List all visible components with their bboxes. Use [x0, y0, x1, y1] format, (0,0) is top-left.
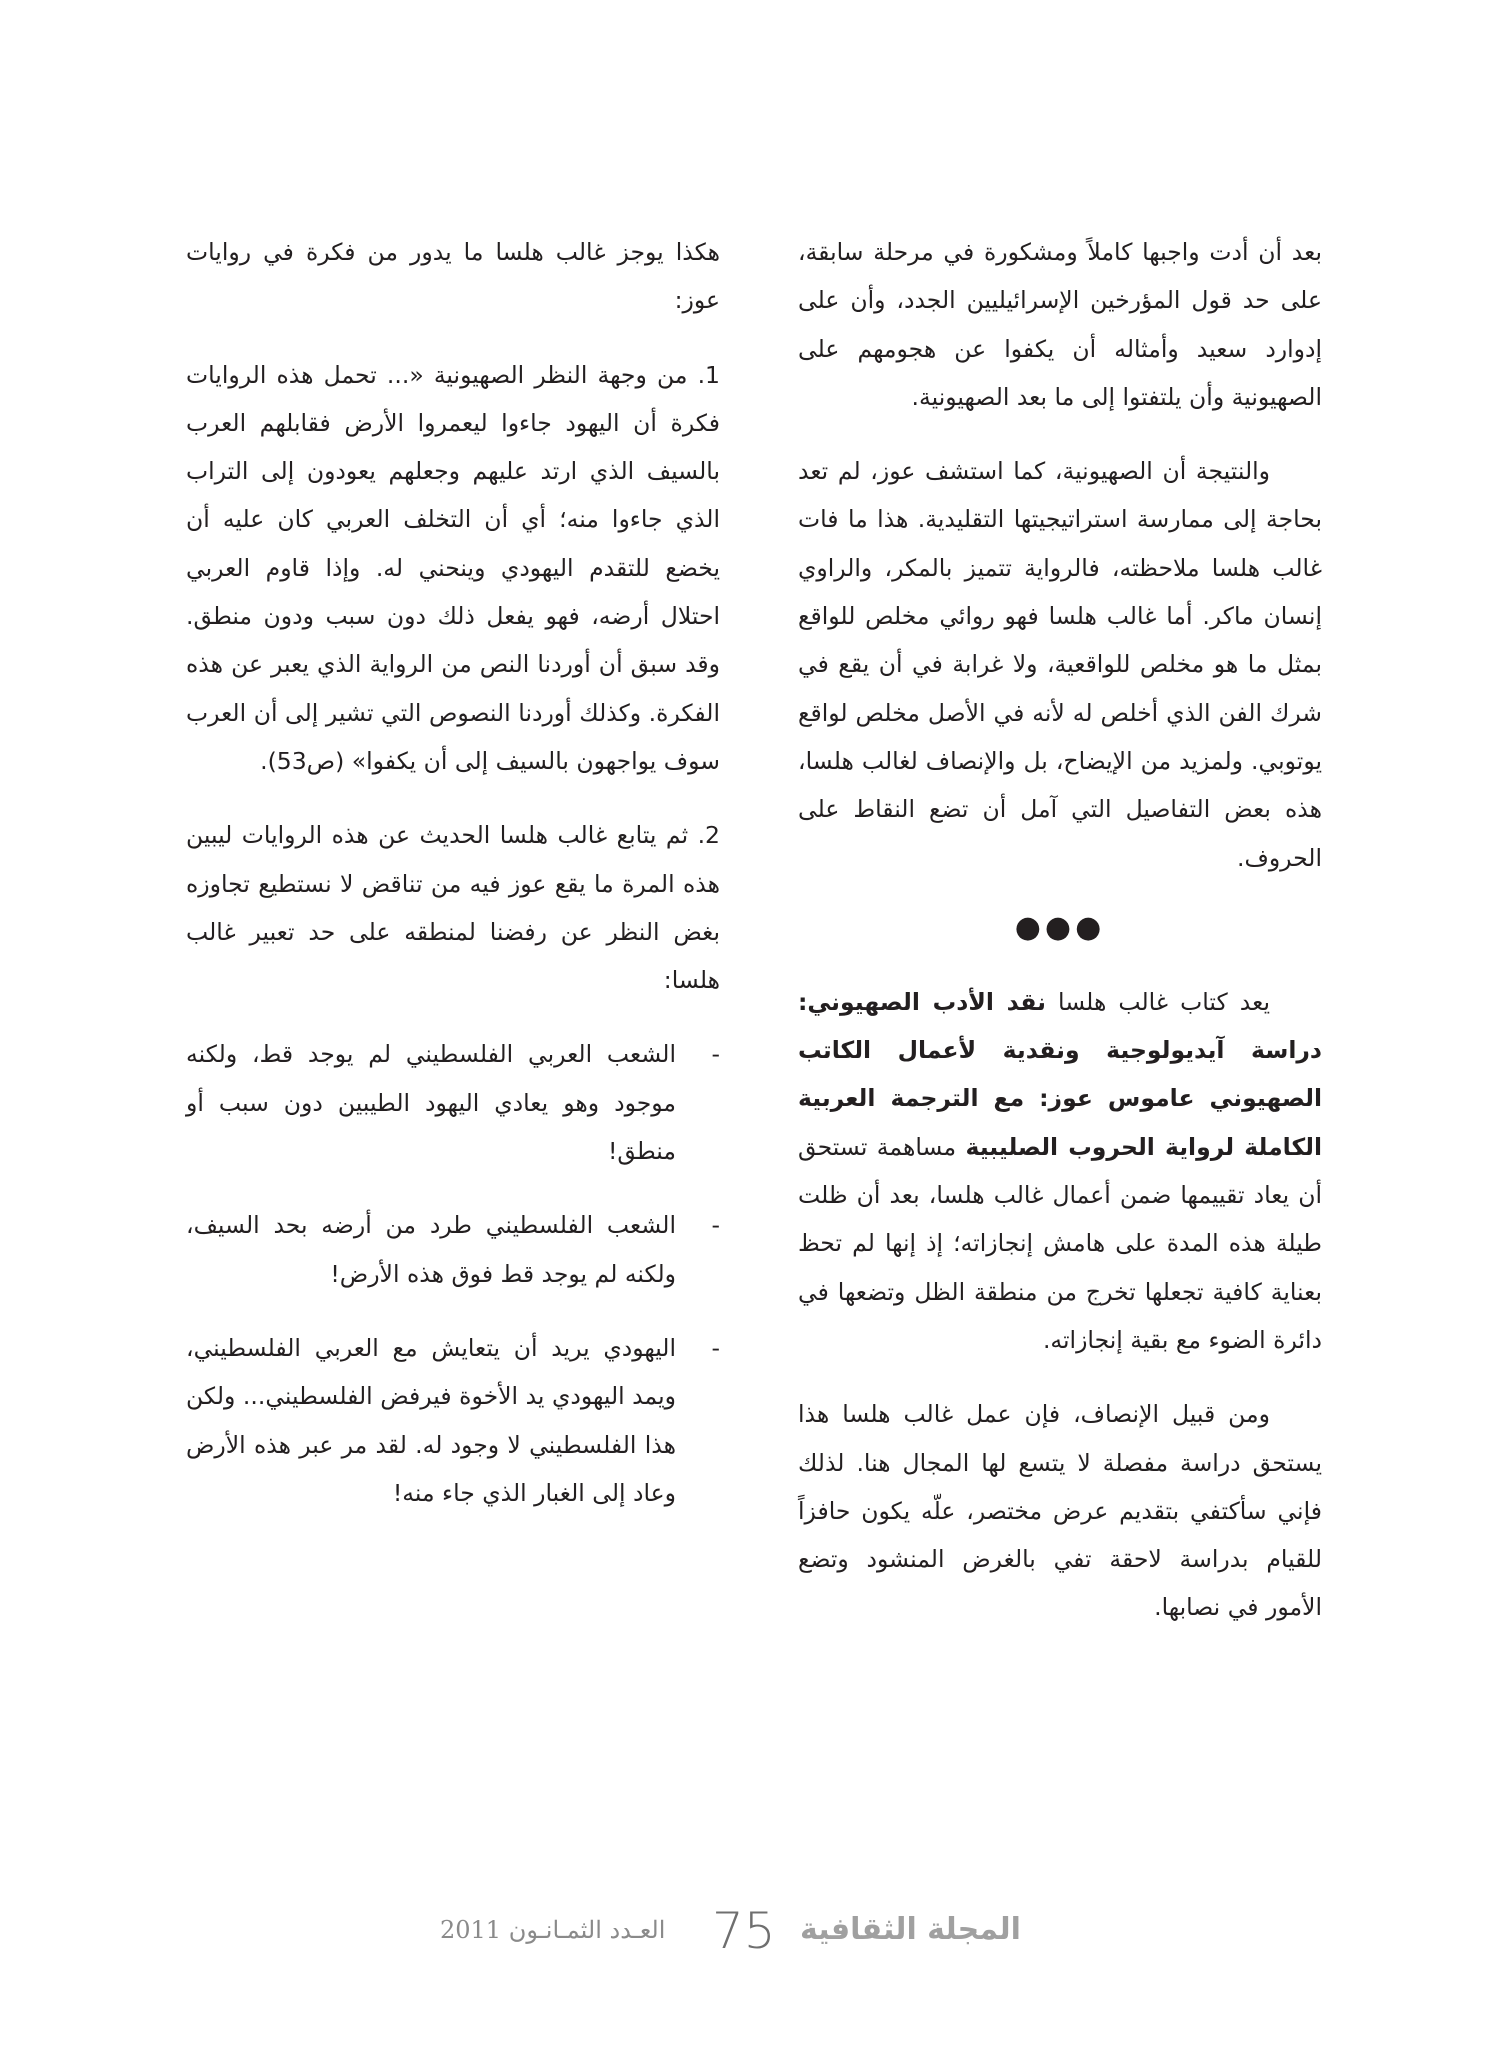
section-separator: ●●●: [1014, 909, 1106, 945]
book-title: نقد الأدب الصهيوني: دراسة آيديولوجية ونقدية لأعمال الكاتب الصهيوني عاموس عوز: مع الترجمة العربية الكاملة لرواية الحروب الصليبية: [798, 987, 1322, 1161]
paragraph-book-title: [798, 978, 1322, 1364]
numbered-paragraph-2: 2. ثم يتابع غالب هلسا الحديث عن هذه الروايات ليبين هذه المرة ما يقع عوز فيه من تناقض لا نستطيع تجاوزه بغض النظر عن رفضنا لمنطقه على حد تعبير غالب هلسا:: [186, 821, 720, 995]
dash-marker: -: [711, 1333, 720, 1362]
issue-label: العـدد الثمـانـون 2011: [440, 1916, 666, 1944]
list-item-text: اليهودي يريد أن يتعايش مع العربي الفلسطيني، ويمد اليهودي يد الأخوة فيرفض الفلسطيني... ولكن هذا الفلسطيني لا وجود له. لقد مر عبر هذه الأرض وعاد إلى الغبار الذي جاء منه!: [186, 1333, 676, 1507]
paragraph: هكذا يوجز غالب هلسا ما يدور من فكرة في روايات عوز:: [186, 238, 720, 315]
body-text: مساهمة تستحق أن يعاد تقييمها ضمن أعمال غالب هلسا، بعد أن ظلت طيلة هذه المدة على هامش إنجازاته؛ إذ إنها لم تحظ بعناية كافية تجعلها تخرج من منطقة الظل وتضعها في دائرة الضوء مع بقية إنجازاته.: [798, 1132, 1322, 1354]
numbered-paragraph-1: 1. من وجهة النظر الصهيونية «... تحمل هذه الروايات فكرة أن اليهود جاءوا ليعمروا الأرض فقابلهم العرب بالسيف الذي ارتد عليهم وجعلهم يعودون إلى التراب الذي جاءوا منه؛ أي أن التخلف العربي كان عليه أن يخضع للتقدم اليهودي وينحني له. وإذا قاوم العربي احتلال أرضه، فهو يفعل ذلك دون سبب ودون منطق. وقد سبق أن أوردنا النص من الرواية الذي يعبر عن هذه الفكرة. وكذلك أوردنا النصوص التي تشير إلى أن العرب سوف يواجهون بالسيف إلى أن يكفوا» (ص53).: [186, 360, 720, 775]
magazine-name: المجلة الثقافية: [800, 1912, 1021, 1947]
bullet-list: [186, 1030, 720, 1517]
list-item-text: الشعب العربي الفلسطيني لم يوجد قط، ولكنه موجود وهو يعادي اليهود الطيبين دون سبب أو منطق!: [186, 1040, 676, 1166]
paragraph: بعد أن أدت واجبها كاملاً ومشكورة في مرحلة سابقة، على حد قول المؤرخين الإسرائيليين الجدد، وأن على إدوارد سعيد وأمثاله أن يكفوا عن هجومهم على الصهيونية وأن يلتفتوا إلى ما بعد الصهيونية.: [798, 238, 1322, 411]
list-item: [186, 1201, 720, 1298]
right-column: [798, 228, 1322, 1658]
page-number: 75: [712, 1902, 776, 1960]
list-item-text: الشعب الفلسطيني طرد من أرضه بحد السيف، ولكنه لم يوجد قط فوق هذه الأرض!: [186, 1211, 676, 1288]
dash-marker: -: [711, 1211, 720, 1240]
list-item: [186, 1030, 720, 1175]
list-item: [186, 1324, 720, 1517]
page-footer: [0, 1902, 1497, 1962]
intro-text: يعد كتاب غالب هلسا: [1045, 987, 1270, 1016]
paragraph: والنتيجة أن الصهيونية، كما استشف عوز، لم تعد بحاجة إلى ممارسة استراتيجيتها التقليدية. هذا ما فات غالب هلسا ملاحظته، فالرواية تتميز بالمكر، والراوي إنسان ماكر. أما غالب هلسا فهو روائي مخلص للواقع بمثل ما هو مخلص للواقعية، ولا غرابة في أن يقع في شرك الفن الذي أخلص له لأنه في الأصل مخلص لواقع يوتوبي. ولمزيد من الإيضاح، بل والإنصاف لغالب هلسا، هذه بعض التفاصيل التي آمل أن تضع النقاط على الحروف.: [798, 457, 1322, 872]
left-column: [186, 228, 720, 1543]
dash-marker: -: [711, 1040, 720, 1069]
paragraph: ومن قبيل الإنصاف، فإن عمل غالب هلسا هذا يستحق دراسة مفصلة لا يتسع لها المجال هنا. لذلك فإني سأكتفي بتقديم عرض مختصر، علّه يكون حافزاً للقيام بدراسة لاحقة تفي بالغرض المنشود وتضع الأمور في نصابها.: [798, 1400, 1322, 1622]
